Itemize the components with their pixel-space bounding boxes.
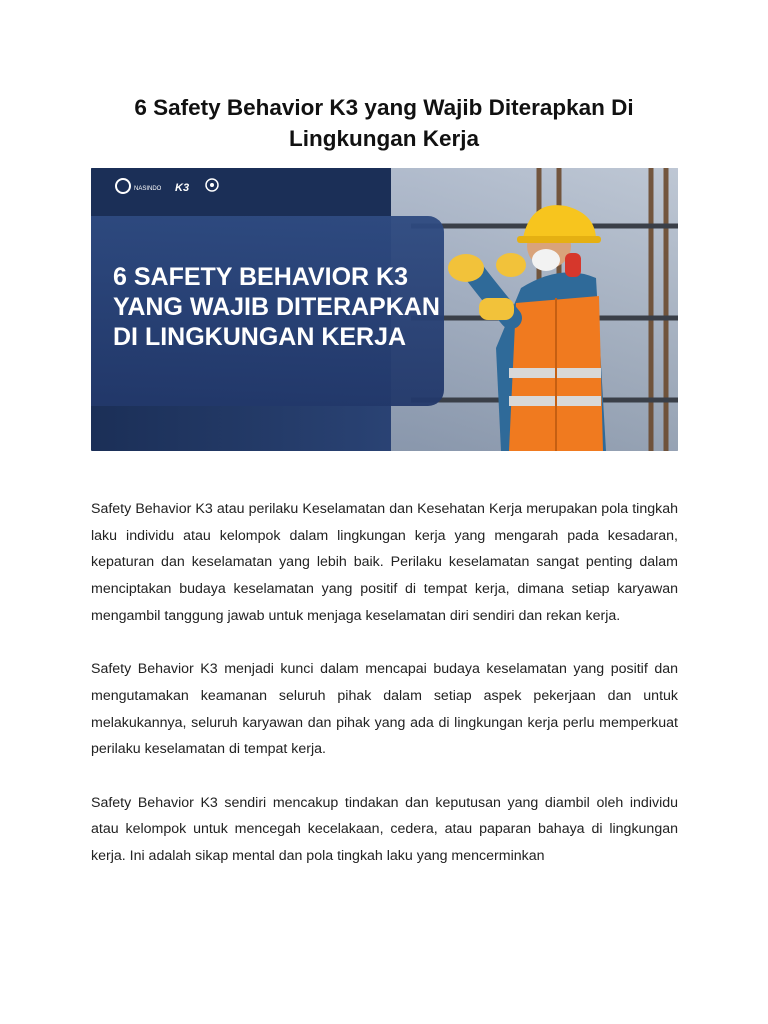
banner-headline-line-1: 6 SAFETY BEHAVIOR K3 xyxy=(113,263,408,291)
paragraph: Safety Behavior K3 menjadi kunci dalam mencapai budaya keselamatan yang positif dan mengutamakan keamanan seluruh pihak dalam setiap aspek pekerjaan dan untuk melakukannya, seluruh karyawan dan pihak yang ada di lingkungan kerja perlu memperkuat perilaku keselamatan di tempat kerja. xyxy=(91,661,678,758)
paragraph: Safety Behavior K3 atau perilaku Keselamatan dan Kesehatan Kerja merupakan pola tingkah laku individu atau kelompok dalam lingkungan kerja yang mengarah pada kesadaran, kepaturan dan keselamatan yang lebih baik. Perilaku keselamatan sangat penting dalam menciptakan budaya keselamatan yang positif di tempat kerja, dimana setiap karyawan mengambil tanggung jawab untuk menjaga keselamatan diri sendiri dan rekan kerja. xyxy=(91,501,678,624)
k3-logo xyxy=(175,182,189,194)
banner-image xyxy=(91,168,678,451)
svg-text:K3: K3 xyxy=(175,182,190,194)
svg-text:NASINDO: NASINDO xyxy=(134,186,162,192)
page-title: 6 Safety Behavior K3 yang Wajib Diterapkan Di Lingkungan Kerja xyxy=(134,95,634,151)
banner-headline-line-2: YANG WAJIB DITERAPKAN xyxy=(113,293,440,321)
banner-headline-line-3: DI LINGKUNGAN KERJA xyxy=(113,323,407,351)
article-body xyxy=(91,496,678,897)
paragraph: Safety Behavior K3 sendiri mencakup tindakan dan keputusan yang diambil oleh individu atau kelompok untuk mencegah kecelakaan, cedera, atau paparan bahaya di lingkungan kerja. Ini adalah sikap mental dan pola tingkah laku yang mencerminkan xyxy=(91,794,678,865)
